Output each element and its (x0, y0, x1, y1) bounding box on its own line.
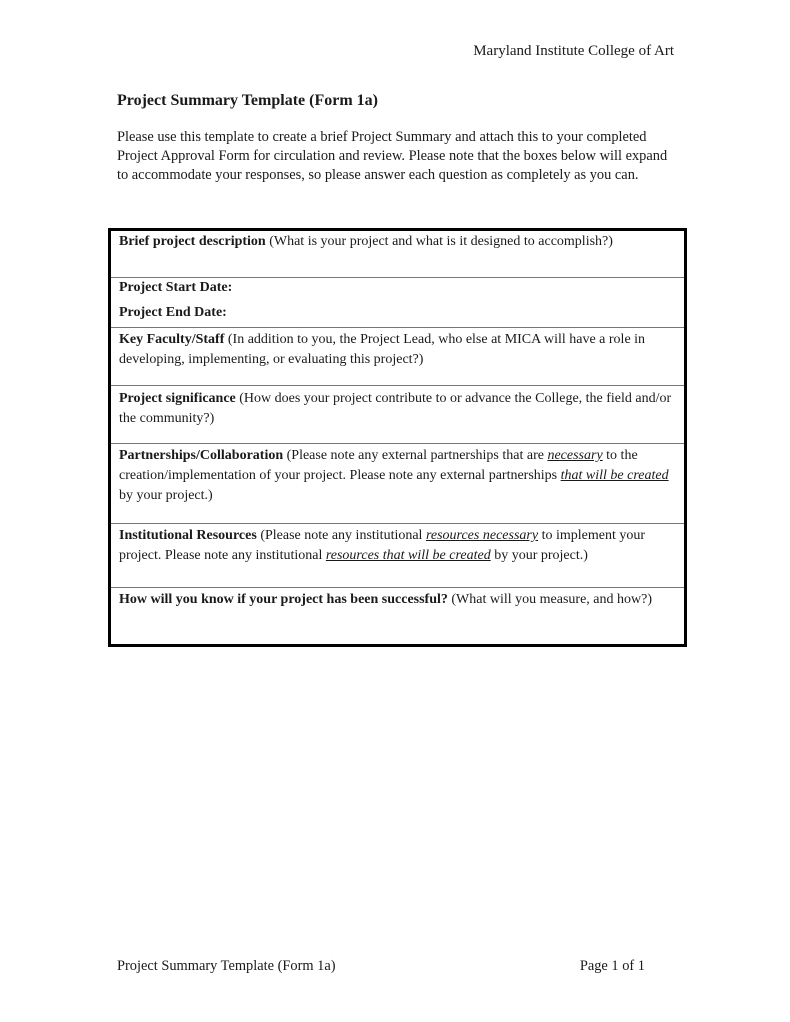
resources-label: Institutional Resources (119, 528, 257, 543)
resources-prompt-b: to implement your project. Please note any institutional (119, 528, 645, 563)
description-prompt: (What is your project and what is it designed to accomplish?) (265, 234, 613, 249)
faculty-label: Key Faculty/Staff (119, 332, 225, 347)
success-prompt: (What will you measure, and how?) (447, 592, 652, 607)
resources-prompt-c: by your project.) (490, 548, 588, 563)
partnerships-prompt-c: by your project.) (119, 488, 213, 503)
partnerships-prompt-a: (Please note any external partnerships that are (283, 448, 548, 463)
success-label: How will you know if your project has been successful? (119, 592, 448, 607)
partnerships-field[interactable] (111, 443, 684, 523)
end-date-label: Project End Date: (119, 305, 227, 320)
success-field[interactable] (111, 587, 684, 644)
partnerships-emphasis-b: that will be created (560, 468, 669, 483)
partnerships-prompt-b: to the creation/implementation of your project. Please note any external partnerships (119, 448, 638, 483)
faculty-prompt: (In addition to you, the Project Lead, who else at MICA will have a role in developing, implementing, or evaluating this project?) (119, 332, 646, 367)
institution-header: Maryland Institute College of Art (473, 43, 674, 59)
intro-paragraph: Please use this template to create a brief Project Summary and attach this to your completed Project Approval Form for circulation and review. Please note that the boxes below will expand to accommodate your responses, so please answer each question as completely as you can. (117, 129, 668, 183)
footer-title: Project Summary Template (Form 1a) (117, 958, 336, 974)
page-number: Page 1 of 1 (579, 958, 645, 974)
start-date-label: Project Start Date: (119, 280, 233, 295)
dates-field (111, 277, 684, 327)
faculty-field[interactable] (111, 327, 684, 385)
document-title: Project Summary Template (Form 1a) (117, 92, 378, 109)
description-label: Brief project description (119, 234, 266, 249)
resources-field[interactable] (111, 523, 684, 587)
description-field[interactable] (111, 231, 684, 277)
partnerships-emphasis-a: necessary (547, 448, 603, 463)
significance-prompt: (How does your project contribute to or advance the College, the field and/or the community?) (119, 391, 672, 426)
partnerships-label: Partnerships/Collaboration (119, 448, 284, 463)
resources-emphasis-b: resources that will be created (325, 548, 491, 563)
resources-emphasis-a: resources necessary (425, 528, 539, 543)
significance-field[interactable] (111, 385, 684, 443)
project-summary-form (108, 228, 687, 647)
significance-label: Project significance (119, 391, 236, 406)
resources-prompt-a: (Please note any institutional (256, 528, 426, 543)
